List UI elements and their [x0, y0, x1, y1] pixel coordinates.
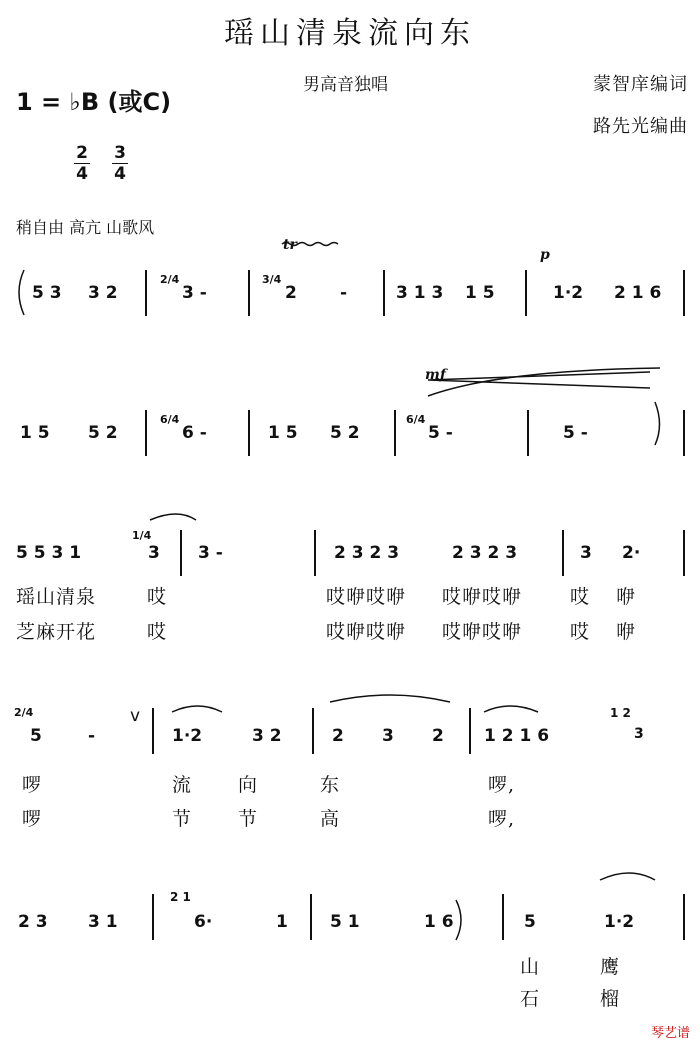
time-change: 3/4 — [262, 273, 282, 286]
note: 3 — [148, 543, 160, 563]
time-change: 2/4 — [14, 706, 34, 719]
lyric-verse1: 鹰 — [600, 956, 621, 978]
note-group: 5 2 — [88, 423, 118, 443]
lyric-verse2: 咿 — [616, 621, 637, 643]
note-group: 3 1 — [88, 912, 118, 932]
lyric-verse2: 哎 — [147, 621, 168, 643]
note: 3 — [580, 543, 592, 563]
slur — [150, 514, 196, 520]
dynamic-mf: mf — [425, 367, 446, 383]
note-group: 2 3 — [18, 912, 48, 932]
note-group: 6 - — [182, 423, 207, 443]
grace-notes: 2 1 — [170, 890, 191, 904]
lyric-verse2: 芝麻开花 — [16, 621, 97, 643]
repeat-bracket-close — [456, 900, 461, 940]
slur — [484, 706, 538, 712]
grace-notes: 1 2 — [610, 706, 631, 720]
dynamic-p: p — [540, 247, 550, 263]
trill-wave — [282, 243, 338, 246]
note: 2 — [432, 726, 444, 746]
lyric-verse1: 瑶山清泉 — [16, 586, 97, 608]
lyric-verse2: 哎 — [570, 621, 591, 643]
lyric-verse1: 哎咿哎咿 — [442, 586, 523, 608]
note-group: 2 3 2 3 — [334, 543, 400, 563]
note-group: 2 1 6 — [614, 283, 662, 303]
lyric-verse1: 向 — [238, 774, 259, 796]
note-group: 1 5 — [268, 423, 298, 443]
time-change: 6/4 — [160, 413, 180, 426]
note-group: 3 - — [198, 543, 223, 563]
lyric-verse1: 东 — [320, 774, 341, 796]
note-group: 1 5 — [20, 423, 50, 443]
note: 3 — [382, 726, 394, 746]
lyric-verse1: 哎 — [570, 586, 591, 608]
lyric-verse1: 啰 — [22, 774, 43, 796]
note-group: 5 5 3 1 — [16, 543, 82, 563]
lyric-verse1: 山 — [520, 956, 541, 978]
time-change: 6/4 — [406, 413, 426, 426]
note: 1 — [276, 912, 288, 932]
lyric-verse2: 节 — [172, 808, 193, 830]
time-change: 2/4 — [160, 273, 180, 286]
lyric-verse1: 哎咿哎咿 — [326, 586, 407, 608]
lyric-verse1: 咿 — [616, 586, 637, 608]
lyric-verse2: 哎咿哎咿 — [326, 621, 407, 643]
note: - — [340, 283, 348, 303]
note: 2 — [332, 726, 344, 746]
note-group: 3 1 3 — [396, 283, 444, 303]
lyric-verse2: 节 — [238, 808, 259, 830]
note: - — [88, 726, 96, 746]
meter-denominator: 4 — [76, 164, 88, 184]
slur — [330, 695, 450, 702]
note: 6· — [194, 912, 213, 932]
note-group: 2 3 2 3 — [452, 543, 518, 563]
lyric-verse2: 高 — [320, 808, 341, 830]
lyric-verse2: 啰 — [22, 808, 43, 830]
lyric-verse1: 哎 — [147, 586, 168, 608]
note: 5 — [524, 912, 536, 932]
note: 3 — [634, 726, 644, 742]
lyricist-credit: 蒙智庠编词 — [593, 74, 688, 95]
slur — [600, 873, 655, 880]
lyric-verse2: 哎咿哎咿 — [442, 621, 523, 643]
note: 5 — [30, 726, 42, 746]
breath-mark: v — [130, 706, 141, 726]
slur — [172, 706, 222, 712]
note-group: 5 3 — [32, 283, 62, 303]
meter-denominator: 4 — [114, 164, 126, 184]
note-group: 3 2 — [88, 283, 118, 303]
composer-credit: 路先光编曲 — [593, 116, 688, 137]
trill-mark: tr — [283, 237, 297, 253]
note-group: 3 2 — [252, 726, 282, 746]
repeat-bracket-close — [655, 402, 660, 445]
lyric-verse1: 流 — [172, 774, 193, 796]
note-group: 1·2 — [172, 726, 203, 746]
site-watermark: 琴艺谱 — [650, 1026, 690, 1041]
key-signature: 1 = ♭B (或C) — [16, 88, 172, 116]
note-group: 5 - — [428, 423, 453, 443]
note: 2 — [285, 283, 297, 303]
time-change: 1/4 — [132, 529, 152, 542]
lyric-verse2: 榴 — [600, 988, 621, 1010]
note-group: 1·2 — [553, 283, 584, 303]
tempo-marking: 稍自由 高亢 山歌风 — [16, 218, 155, 237]
note-group: 5 - — [563, 423, 588, 443]
note-group: 1 6 — [424, 912, 454, 932]
note: 2· — [622, 543, 641, 563]
note-group: 5 1 — [330, 912, 360, 932]
repeat-bracket-open — [19, 270, 24, 315]
meter-numerator: 3 — [114, 143, 126, 163]
lyric-verse1: 啰, — [488, 774, 516, 796]
note-group: 1 5 — [465, 283, 495, 303]
note-group: 5 2 — [330, 423, 360, 443]
note-group: 3 - — [182, 283, 207, 303]
lyric-verse2: 石 — [520, 988, 541, 1010]
lyric-verse2: 啰, — [488, 808, 516, 830]
note-group: 1·2 — [604, 912, 635, 932]
note-group: 1 2 1 6 — [484, 726, 550, 746]
song-title: 瑶山清泉流向东 — [224, 16, 476, 51]
voice-type: 男高音独唱 — [303, 75, 388, 95]
meter-numerator: 2 — [76, 143, 88, 163]
